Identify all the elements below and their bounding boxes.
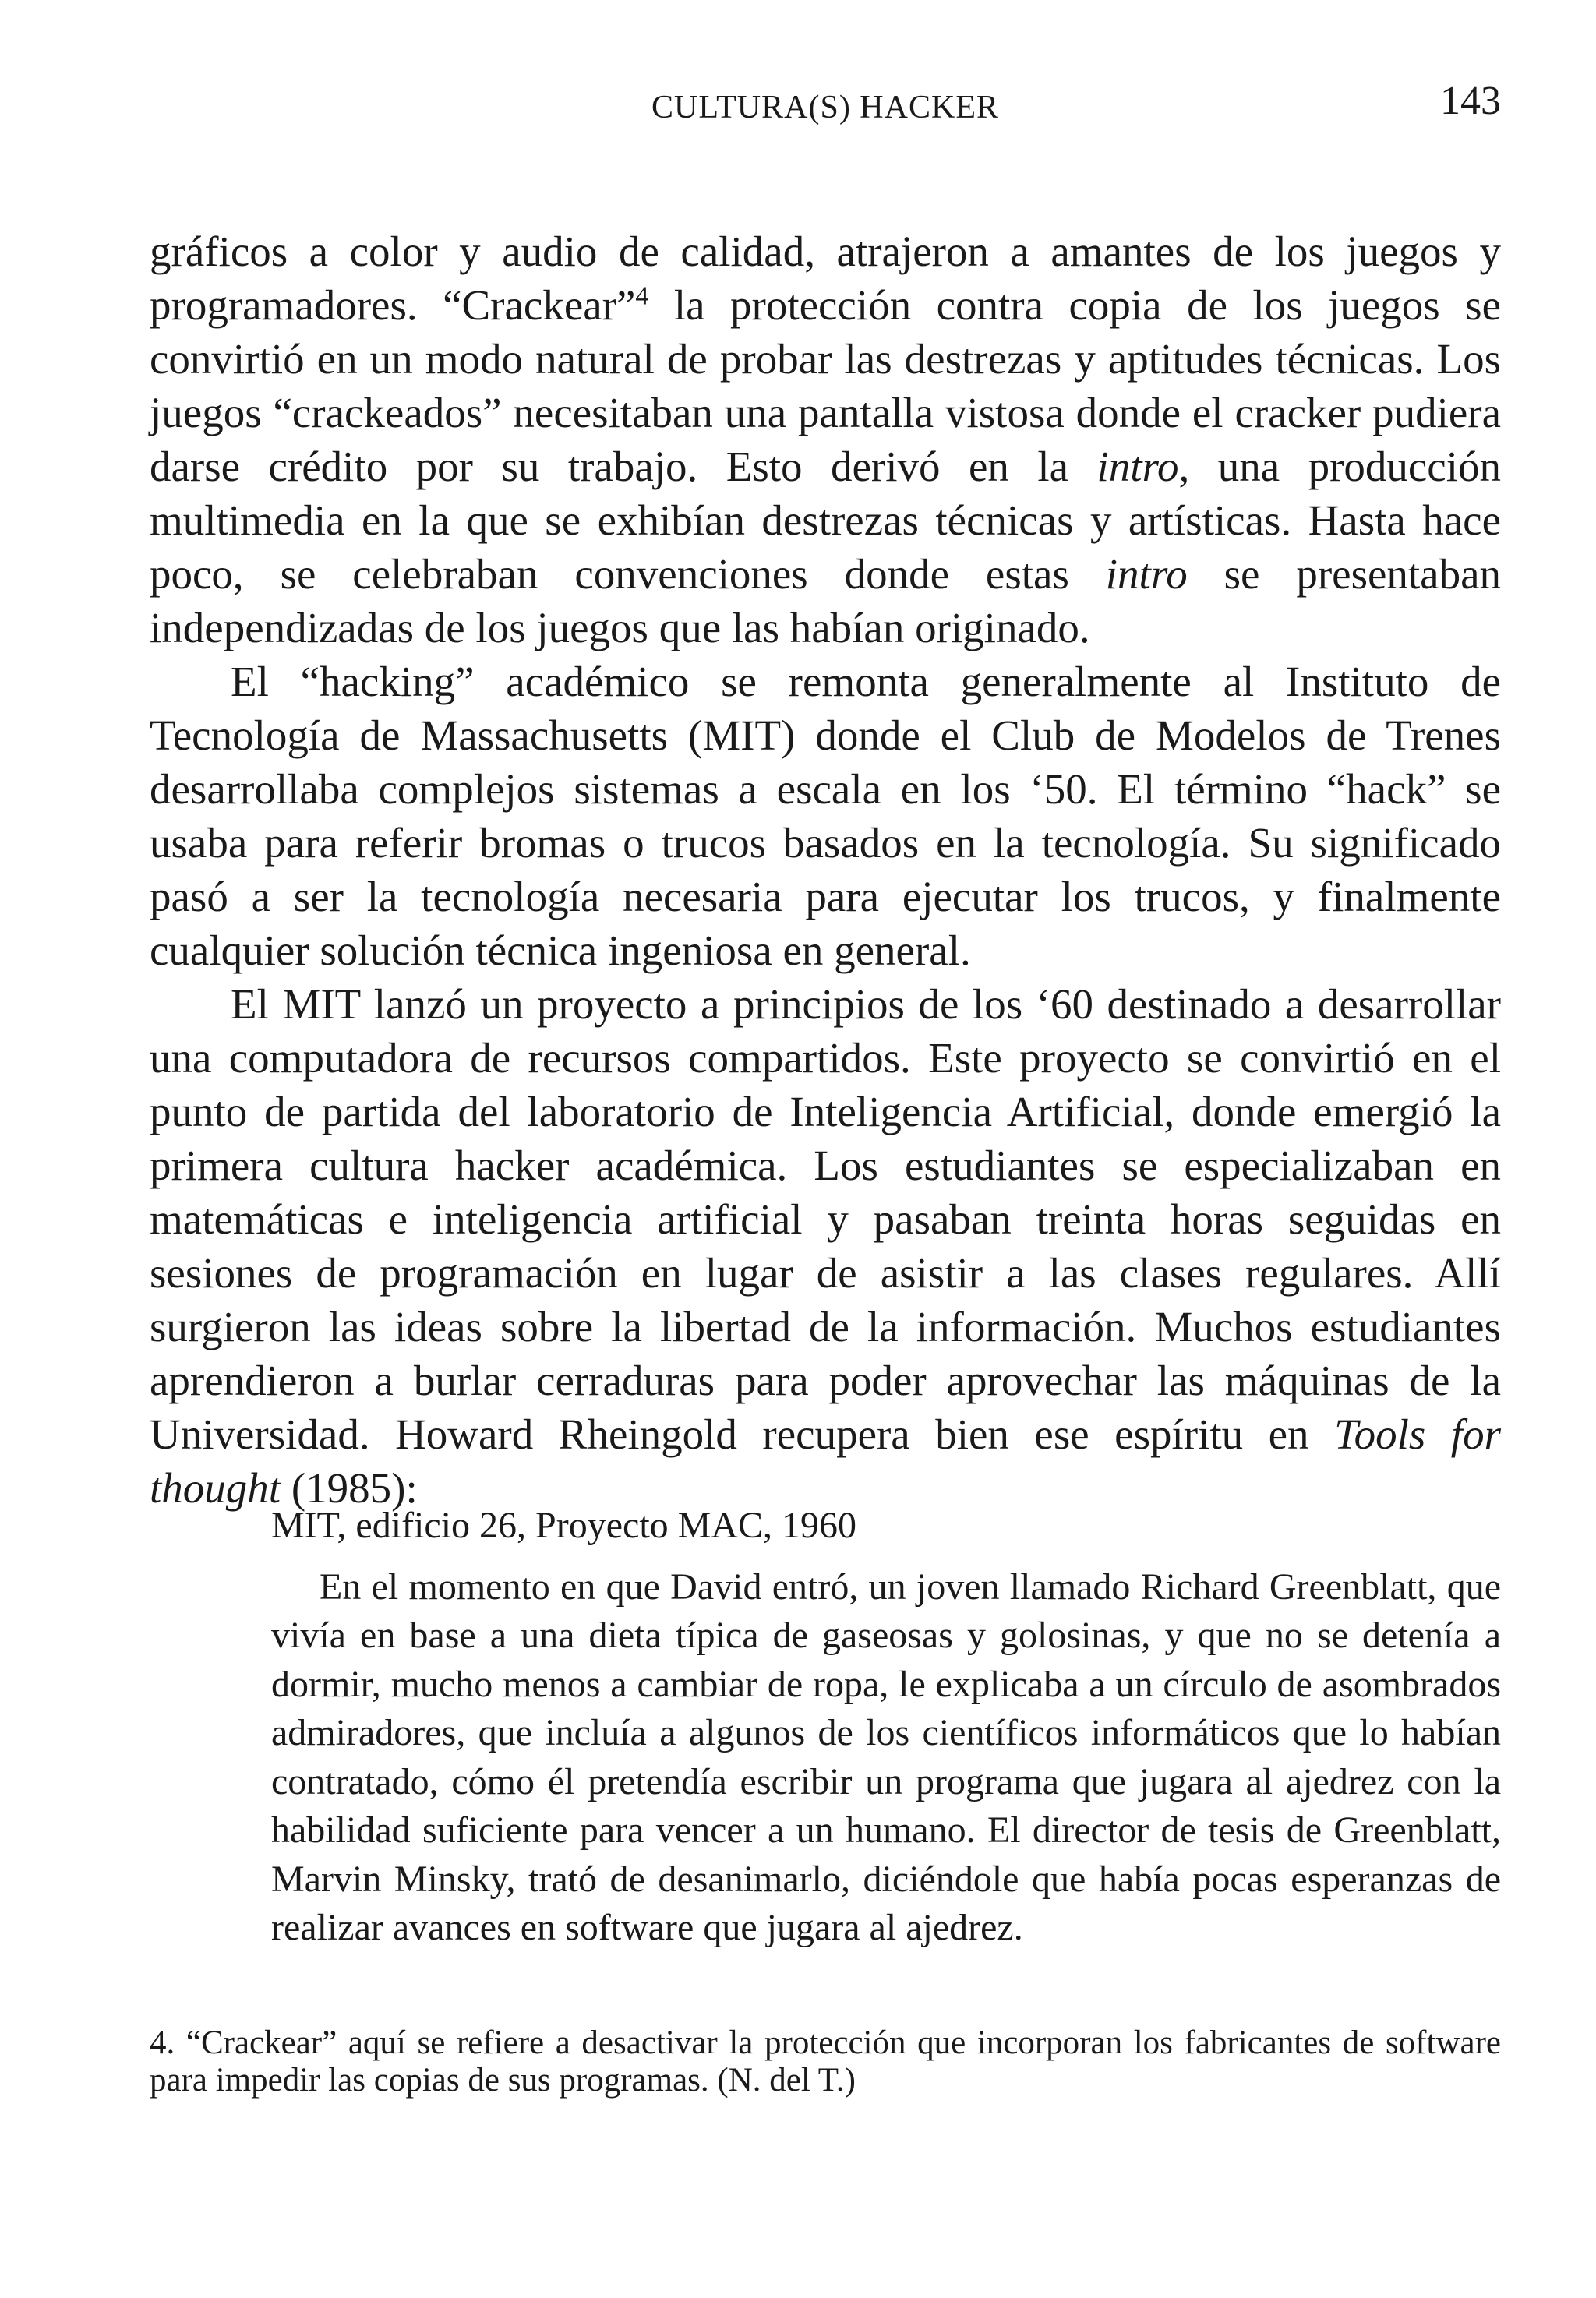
- body-text: [150, 224, 1501, 1515]
- intro-term-second: intro: [1105, 550, 1188, 598]
- book-title: Tools for thought: [150, 1410, 1501, 1512]
- page-number: 143: [1440, 79, 1501, 123]
- paragraph-intro-part1: gráficos a color y audio de calidad, atrajeron a amantes de los juegos y programadores. “Crackear”: [150, 228, 1501, 329]
- quote-heading: MIT, edificio 26, Proyecto MAC, 1960: [271, 1505, 857, 1546]
- paragraph-intro-part4: se presentaban independizadas de los juegos que las habían originado.: [150, 550, 1501, 651]
- paragraph-intro-part3: , una producción multimedia en la que se exhibían destrezas técnicas y artísticas. Hasta hace poco, se celebraban convenciones donde estas: [150, 443, 1501, 598]
- running-head: CULTURA(S) HACKER: [651, 90, 999, 125]
- paragraph-academic-hacking: El “hacking” académico se remonta generalmente al Instituto de Tecnología de Massachusetts (MIT) donde el Club de Modelos de Trenes desarrollaba complejos sistemas a escala en los ‘50. El término “hack” se usaba para referir bromas o trucos basados en la tecnología. Su significado pasó a ser la tecnología necesaria para ejecutar los trucos, y finalmente cualquier solución técnica ingeniosa en general.: [150, 658, 1501, 974]
- quote-text: En el momento en que David entró, un joven llamado Richard Greenblatt, que vivía en base a una dieta típica de gaseosas y golosinas, y que no se detenía a dormir, mucho menos a cambiar de ropa, le explicaba a un círculo de asombrados admiradores, que incluía a algunos de los científicos informáticos que lo habían contratado, cómo él pretendía escribir un programa que jugara al ajedrez con la habilidad suficiente para vencer a un humano. El director de tesis de Greenblatt, Marvin Minsky, trató de desanimarlo, diciéndole que había pocas esperanzas de realizar avances en software que jugara al ajedrez.: [271, 1566, 1501, 1948]
- paragraph-mit-part2: (1985):: [281, 1464, 418, 1512]
- footnote-number: 4.: [150, 2024, 175, 2061]
- intro-term: intro: [1096, 443, 1179, 490]
- paragraph-mit-project: [150, 977, 1501, 1515]
- paragraph-mit-part1: El MIT lanzó un proyecto a principios de los ‘60 destinado a desarrollar una computadora de recursos compartidos. Este proyecto se convirtió en el punto de partida del laboratorio de Inteligencia Artificial, donde emergió la primera cultura hacker académica. Los estudiantes se especializaban en matemáticas e inteligencia artificial y pasaban treinta horas seguidas en sesiones de programación en lugar de asistir a las clases regulares. Allí surgieron las ideas sobre la libertad de la información. Muchos estudiantes aprendieron a burlar cerraduras para poder aprovechar las máquinas de la Universidad. Howard Rheingold recupera bien ese espíritu en: [150, 980, 1501, 1458]
- paragraph-intro-part2: la protección contra copia de los juegos se convirtió en un modo natural de probar las destrezas y aptitudes técnicas. Los juegos “crackeados” necesitaban una pantalla vistosa donde el cracker pudiera darse crédito por su trabajo. Esto derivó en la: [150, 281, 1501, 490]
- block-quote: [271, 1502, 1501, 1953]
- footnote-paragraph: [150, 2024, 1501, 2099]
- page-header: [150, 78, 1501, 132]
- footnote-reference: 4: [635, 281, 649, 311]
- footnote-text: “Crackear” aquí se refiere a desactivar la protección que incorporan los fabricantes de software para impedir las copias de sus programas. (N. del T.): [150, 2024, 1501, 2099]
- footnote: [150, 2024, 1501, 2099]
- paragraph-intro: [150, 224, 1501, 655]
